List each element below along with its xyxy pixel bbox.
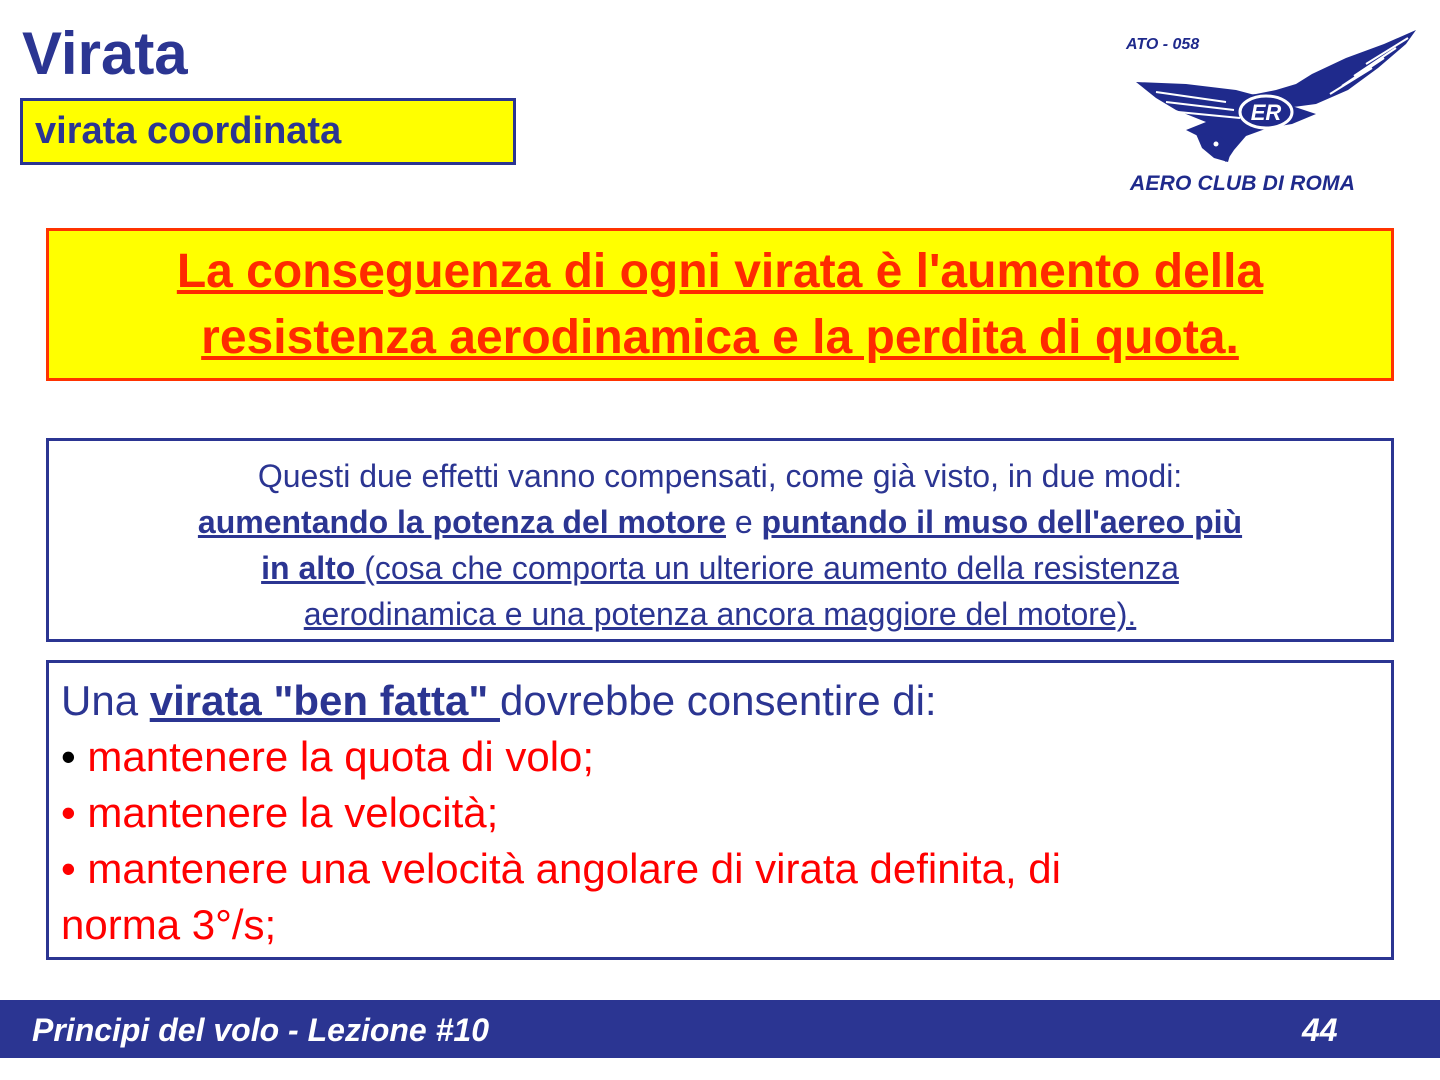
- compensation-way-2-part-2: in alto: [261, 550, 365, 586]
- compensation-box: [46, 438, 1394, 642]
- bullet-icon: •: [61, 789, 76, 836]
- good-turn-prefix: Una: [61, 677, 150, 724]
- good-turn-box: [46, 660, 1394, 960]
- bullet-icon: •: [61, 733, 76, 780]
- compensation-intro: Questi due effetti vanno compensati, come già visto, in due modi:: [257, 458, 1183, 494]
- headline-line-2: resistenza aerodinamica e la perdita di quota.: [201, 310, 1239, 364]
- good-turn-emphasis: virata "ben fatta": [149, 677, 500, 724]
- subtitle-box: [20, 98, 516, 165]
- list-item: [61, 841, 1391, 897]
- aero-club-logo: [1116, 24, 1422, 204]
- compensation-way-2-part-1: puntando il muso dell'aereo più: [761, 504, 1243, 540]
- compensation-way-1: aumentando la potenza del motore: [197, 504, 726, 540]
- headline-text: [177, 239, 1263, 371]
- logo-monogram: ER: [1250, 100, 1282, 125]
- logo-ato-code: ATO - 058: [1126, 36, 1200, 53]
- compensation-line-4: [49, 591, 1391, 637]
- list-item: [61, 785, 1391, 841]
- page-number: 44: [1302, 1012, 1338, 1048]
- list-item-continuation: [61, 897, 1391, 953]
- footer-course-title: Principi del volo - Lezione #10: [32, 1012, 489, 1048]
- headline-line-1: La conseguenza di ogni virata è l'aumento della: [176, 244, 1264, 298]
- compensation-connector: e: [725, 504, 762, 540]
- list-item-text: norma 3°/s;: [61, 901, 277, 948]
- compensation-note-part-2: aerodinamica e una potenza ancora maggiore del motore).: [303, 596, 1137, 632]
- bullet-icon: •: [61, 845, 76, 892]
- compensation-note-part-1: (cosa che comporta un ulteriore aumento della resistenza: [364, 550, 1179, 586]
- good-turn-suffix: dovrebbe consentire di:: [499, 677, 937, 724]
- good-turn-intro: [61, 673, 1391, 729]
- list-item: [61, 729, 1391, 785]
- compensation-line-2: [49, 499, 1391, 545]
- list-item-text: mantenere la velocità;: [87, 789, 499, 836]
- slide-title: Virata: [22, 20, 188, 87]
- headline-box: [46, 228, 1394, 381]
- compensation-line-3: [49, 545, 1391, 591]
- list-item-text: mantenere una velocità angolare di virata definita, di: [87, 845, 1061, 892]
- logo-club-name: AERO CLUB DI ROMA: [1130, 172, 1356, 195]
- footer-bar: [0, 1000, 1440, 1058]
- list-item-text: mantenere la quota di volo;: [87, 733, 595, 780]
- subtitle-text: virata coordinata: [35, 110, 342, 152]
